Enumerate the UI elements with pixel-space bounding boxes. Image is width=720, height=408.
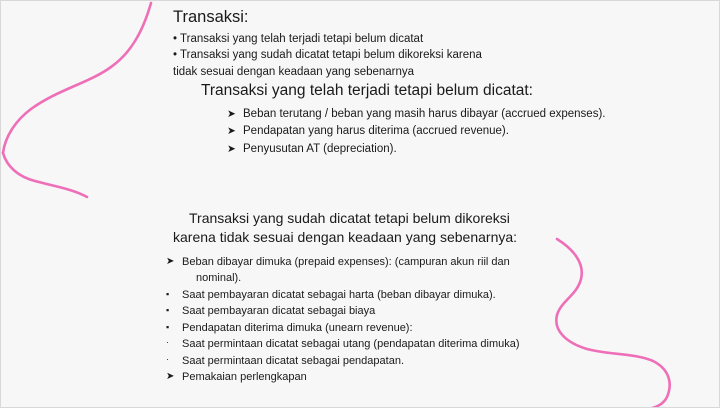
- square-bullet-icon: ▪: [166, 288, 170, 299]
- belum-dicatat-heading: Transaksi yang telah terjadi tetapi belum dicatat:: [201, 82, 533, 99]
- belum-dicatat-block: [201, 81, 701, 158]
- arrow-bullet-icon: ➤: [227, 142, 236, 155]
- list-item: [201, 141, 701, 158]
- sudah-dicatat-heading-line1: Transaksi yang sudah dicatat tetapi belum dikoreksi: [189, 210, 510, 226]
- list-item: [161, 369, 631, 386]
- list-item: [161, 303, 631, 320]
- list-item-continuation: nominal).: [196, 272, 242, 285]
- list-item-label: Saat pembayaran dicatat sebagai harta (beban dibayar dimuka).: [182, 288, 496, 301]
- list-item: [161, 320, 631, 337]
- transaksi-bullet-2: • Transaksi yang sudah dicatat tetapi belum dikoreksi karena: [173, 49, 482, 62]
- transaksi-bullet-1: • Transaksi yang telah terjadi tetapi belum dicatat: [173, 32, 424, 45]
- sudah-dicatat-block: [161, 209, 631, 386]
- list-item-label: Saat permintaan dicatat sebagai pendapatan.: [182, 354, 404, 367]
- arrow-bullet-icon: ➤: [227, 108, 236, 121]
- arrow-bullet-icon: ➤: [166, 371, 175, 383]
- sudah-dicatat-heading: [161, 209, 631, 247]
- list-item: [161, 353, 631, 370]
- list-item: [161, 336, 631, 353]
- list-item: [161, 254, 631, 287]
- list-item-label: [182, 254, 631, 287]
- arrow-bullet-icon: ➤: [166, 255, 175, 267]
- list-item-label: Beban terutang / beban yang masih harus dibayar (accrued expenses).: [243, 108, 606, 121]
- transaksi-intro-block: [173, 7, 593, 81]
- list-item-label: Saat permintaan dicatat sebagai utang (pendapatan diterima dimuka): [182, 338, 520, 351]
- list-item-label: Penyusutan AT (depreciation).: [243, 142, 397, 155]
- transaksi-heading: Transaksi:: [173, 8, 249, 26]
- list-item-text: Beban dibayar dimuka (prepaid expenses): (campuran akun riil dan: [182, 255, 510, 268]
- list-item-label: Saat pembayaran dicatat sebagai biaya: [182, 305, 376, 318]
- list-item: [161, 287, 631, 304]
- transaksi-bullet-2-continuation: tidak sesuai dengan keadaan yang sebenarnya: [173, 65, 415, 78]
- list-item: [201, 106, 701, 123]
- slide-content: [1, 1, 720, 408]
- list-item: [201, 123, 701, 140]
- square-bullet-icon: ▪: [166, 321, 170, 332]
- list-item-label: Pendapatan diterima dimuka (unearn revenue):: [182, 321, 413, 334]
- list-item-label: Pendapatan yang harus diterima (accrued revenue).: [243, 125, 509, 138]
- arrow-bullet-icon: ➤: [227, 125, 236, 138]
- square-bullet-icon: ▪: [166, 305, 170, 316]
- sudah-dicatat-heading-line2: karena tidak sesuai dengan keadaan yang sebenarnya:: [173, 228, 518, 245]
- dot-bullet-icon: ·: [166, 337, 169, 348]
- list-item-label: Pemakaian perlengkapan: [182, 371, 307, 384]
- dot-bullet-icon: ·: [166, 353, 169, 364]
